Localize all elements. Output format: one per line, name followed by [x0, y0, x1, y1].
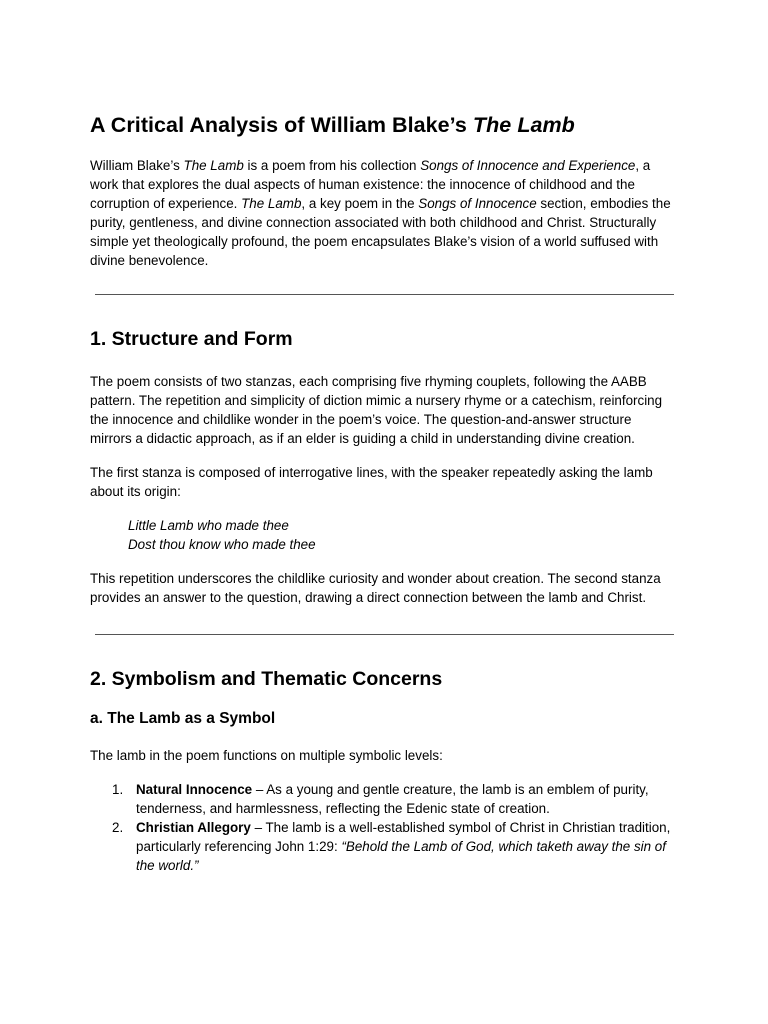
list-number: 1. [112, 782, 124, 797]
structure-paragraph-1: The poem consists of two stanzas, each comprising five rhyming couplets, following the AABB pattern. The repetition and simplicity of diction mimic a nursery rhyme or a catechism, reinforcing the innocence and childlike wonder in the poem’s voice. The question-and-answer structure mirrors a didactic approach, as if an elder is guiding a child in understanding divine creation. [90, 374, 663, 446]
intro-italic: The Lamb [183, 158, 244, 173]
list-item-quote: “Behold the Lamb of God, which taketh away the sin of the world.” [136, 839, 666, 873]
intro-text: is a poem from his collection [243, 158, 421, 173]
section-divider [95, 634, 674, 635]
section-heading-symbolism: 2. Symbolism and Thematic Concerns [90, 668, 443, 690]
verse-line: Dost thou know who made thee [128, 537, 316, 552]
structure-paragraph-2: The first stanza is composed of interrogative lines, with the speaker repeatedly asking the lamb about its origin: [90, 465, 653, 499]
list-item-term: Natural Innocence [136, 782, 253, 797]
intro-text: William Blake’s [90, 158, 184, 173]
symbolism-intro-paragraph: The lamb in the poem functions on multiple symbolic levels: [90, 748, 443, 763]
symbol-list [90, 780, 674, 875]
structure-paragraph-3: This repetition underscores the childlike curiosity and wonder about creation. The second stanza provides an answer to the question, drawing a direct connection between the lamb and Christ. [90, 571, 661, 605]
section-heading-structure: 1. Structure and Form [90, 328, 293, 350]
document-title [90, 0, 674, 139]
intro-paragraph [90, 156, 674, 270]
list-item-term: Christian Allegory [136, 820, 251, 835]
verse-line: Little Lamb who made thee [128, 518, 289, 533]
subsection-heading-lamb-symbol: a. The Lamb as a Symbol [90, 710, 276, 727]
title-text: A Critical Analysis of William Blake’s [90, 113, 473, 137]
intro-text: section, embodies the purity, gentleness, and divine connection associated with both childhood and Christ. Structurally simple yet theologically profound, the poem encapsulates Blake’s vision of a world suffused with divine benevolence. [90, 196, 671, 268]
intro-text: , a work that explores the dual aspects of human existence: the innocence of childhood and the corruption of experience. [90, 158, 651, 211]
list-item-text: – As a young and gentle creature, the lamb is an emblem of purity, tenderness, and harmlessness, reflecting the Edenic state of creation. [136, 782, 649, 816]
list-item-text: – The lamb is a well-established symbol of Christ in Christian tradition, particularly referencing John 1:29: [136, 820, 671, 854]
list-item [90, 818, 674, 875]
intro-text: , a key poem in the [301, 196, 419, 211]
list-item [90, 780, 674, 818]
section-divider [95, 294, 674, 295]
verse-quote [128, 516, 674, 554]
list-number: 2. [112, 820, 124, 835]
title-italic: The Lamb [472, 113, 575, 137]
intro-italic: The Lamb [241, 196, 302, 211]
intro-italic: Songs of Innocence [418, 196, 537, 211]
intro-italic: Songs of Innocence and Experience [420, 158, 636, 173]
